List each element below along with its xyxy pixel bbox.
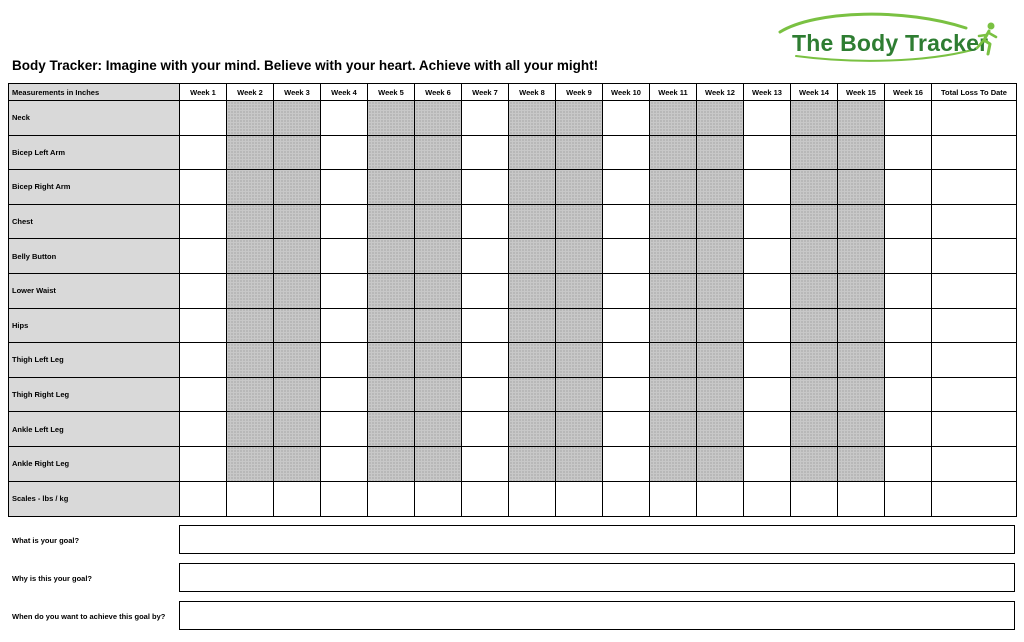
measurement-cell[interactable]: [227, 204, 274, 239]
scales-cell[interactable]: [415, 481, 462, 516]
measurement-cell[interactable]: [415, 377, 462, 412]
measurement-cell[interactable]: [650, 412, 697, 447]
measurement-cell[interactable]: [603, 343, 650, 378]
measurement-cell[interactable]: [227, 412, 274, 447]
week-header: Week 14: [791, 84, 838, 101]
measurement-cell[interactable]: [274, 308, 321, 343]
scales-label: Scales - lbs / kg: [9, 481, 180, 516]
measurement-cell[interactable]: [415, 308, 462, 343]
total-cell[interactable]: [932, 135, 1017, 170]
measurement-cell[interactable]: [509, 239, 556, 274]
measurement-cell[interactable]: [744, 239, 791, 274]
measurement-cell[interactable]: [603, 170, 650, 205]
measurement-cell[interactable]: [744, 170, 791, 205]
measurement-cell[interactable]: [415, 239, 462, 274]
scales-cell[interactable]: [885, 481, 932, 516]
week-header: Week 1: [180, 84, 227, 101]
measurement-cell[interactable]: [603, 308, 650, 343]
measurement-cell[interactable]: [885, 343, 932, 378]
total-cell[interactable]: [932, 204, 1017, 239]
measurement-cell[interactable]: [415, 101, 462, 136]
measurement-cell[interactable]: [368, 101, 415, 136]
measurement-cell[interactable]: [697, 135, 744, 170]
measurement-cell[interactable]: [415, 204, 462, 239]
scales-cell[interactable]: [227, 481, 274, 516]
scales-cell[interactable]: [321, 481, 368, 516]
table-row: [9, 273, 1017, 308]
scales-cell[interactable]: [556, 481, 603, 516]
measurement-cell[interactable]: [180, 446, 227, 481]
measurement-cell[interactable]: [697, 101, 744, 136]
table-row: [9, 239, 1017, 274]
measurement-cell[interactable]: [603, 412, 650, 447]
measurement-cell[interactable]: [415, 135, 462, 170]
table-row: [9, 135, 1017, 170]
measurement-cell[interactable]: [180, 239, 227, 274]
measurement-cell[interactable]: [462, 170, 509, 205]
week-header: Week 7: [462, 84, 509, 101]
row-label: Thigh Right Leg: [9, 377, 180, 412]
goal-label: When do you want to achieve this goal by?: [12, 612, 166, 621]
measurement-cell[interactable]: [368, 204, 415, 239]
measurement-cell[interactable]: [556, 135, 603, 170]
measurement-cell[interactable]: [885, 273, 932, 308]
measurement-cell[interactable]: [556, 204, 603, 239]
measurement-cell[interactable]: [885, 446, 932, 481]
measurement-cell[interactable]: [180, 204, 227, 239]
measurement-cell[interactable]: [180, 308, 227, 343]
measurement-cell[interactable]: [885, 412, 932, 447]
measurement-cell[interactable]: [791, 446, 838, 481]
scales-cell[interactable]: [462, 481, 509, 516]
table-row: [9, 343, 1017, 378]
week-header: Week 11: [650, 84, 697, 101]
goal-label: Why is this your goal?: [12, 574, 93, 583]
measurement-cell[interactable]: [227, 170, 274, 205]
measurement-cell[interactable]: [462, 101, 509, 136]
measurement-cell[interactable]: [180, 412, 227, 447]
measurement-cell[interactable]: [744, 308, 791, 343]
measurement-cell[interactable]: [227, 273, 274, 308]
total-cell[interactable]: [932, 273, 1017, 308]
measurement-cell[interactable]: [650, 308, 697, 343]
week-header: Week 9: [556, 84, 603, 101]
measurement-cell[interactable]: [415, 170, 462, 205]
measurement-cell[interactable]: [650, 204, 697, 239]
measurement-cell[interactable]: [227, 308, 274, 343]
measurement-cell[interactable]: [462, 412, 509, 447]
measurement-cell[interactable]: [838, 239, 885, 274]
measurement-cell[interactable]: [556, 308, 603, 343]
measurement-cell[interactable]: [368, 135, 415, 170]
row-label: Ankle Left Leg: [9, 412, 180, 447]
measurement-cell[interactable]: [885, 377, 932, 412]
measurement-cell[interactable]: [180, 377, 227, 412]
measurement-cell[interactable]: [321, 377, 368, 412]
row-label: Bicep Right Arm: [9, 170, 180, 205]
goal-answer-field[interactable]: [179, 601, 1015, 630]
header-row: [9, 84, 1017, 101]
row-label: Neck: [9, 101, 180, 136]
measurement-cell[interactable]: [415, 412, 462, 447]
corner-header: Measurements in Inches: [9, 84, 180, 101]
measurement-cell[interactable]: [368, 412, 415, 447]
measurement-cell[interactable]: [556, 273, 603, 308]
measurement-cell[interactable]: [180, 101, 227, 136]
measurement-cell[interactable]: [274, 204, 321, 239]
measurement-cell[interactable]: [462, 308, 509, 343]
measurement-cell[interactable]: [744, 377, 791, 412]
measurement-cell[interactable]: [744, 412, 791, 447]
week-header: Week 5: [368, 84, 415, 101]
measurement-cell[interactable]: [462, 377, 509, 412]
measurement-cell[interactable]: [180, 170, 227, 205]
logo: [776, 10, 1004, 68]
table-row: [9, 412, 1017, 447]
measurement-cell[interactable]: [556, 412, 603, 447]
scales-cell[interactable]: [180, 481, 227, 516]
scales-row: [9, 481, 1017, 516]
measurement-cell[interactable]: [509, 377, 556, 412]
goal-answer-field[interactable]: [179, 525, 1015, 554]
scales-cell[interactable]: [509, 481, 556, 516]
table-row: [9, 446, 1017, 481]
measurement-cell[interactable]: [368, 170, 415, 205]
measurement-cell[interactable]: [321, 343, 368, 378]
measurement-cell[interactable]: [791, 308, 838, 343]
measurement-cell[interactable]: [650, 135, 697, 170]
measurement-cell[interactable]: [462, 446, 509, 481]
measurement-cell[interactable]: [603, 135, 650, 170]
measurement-cell[interactable]: [274, 101, 321, 136]
measurement-cell[interactable]: [556, 377, 603, 412]
measurement-cell[interactable]: [556, 170, 603, 205]
measurement-cell[interactable]: [744, 101, 791, 136]
measurement-cell[interactable]: [885, 135, 932, 170]
measurement-cell[interactable]: [368, 343, 415, 378]
logo-text: The Body Tracker: [792, 30, 989, 56]
measurement-cell[interactable]: [650, 273, 697, 308]
measurement-cell[interactable]: [462, 204, 509, 239]
measurement-cell[interactable]: [791, 273, 838, 308]
measurement-cell[interactable]: [697, 204, 744, 239]
row-label: Chest: [9, 204, 180, 239]
row-label: Belly Button: [9, 239, 180, 274]
total-cell[interactable]: [932, 170, 1017, 205]
measurement-cell[interactable]: [462, 239, 509, 274]
row-label: Lower Waist: [9, 273, 180, 308]
table-row: [9, 308, 1017, 343]
measurement-cell[interactable]: [180, 135, 227, 170]
measurement-cell[interactable]: [838, 135, 885, 170]
week-header: Week 2: [227, 84, 274, 101]
row-label: Hips: [9, 308, 180, 343]
total-cell[interactable]: [932, 101, 1017, 136]
measurement-cell[interactable]: [885, 239, 932, 274]
measurement-cell[interactable]: [791, 377, 838, 412]
measurement-cell[interactable]: [321, 446, 368, 481]
row-label: Ankle Right Leg: [9, 446, 180, 481]
measurement-cell[interactable]: [227, 343, 274, 378]
measurement-cell[interactable]: [509, 446, 556, 481]
measurement-cell[interactable]: [650, 446, 697, 481]
measurement-cell[interactable]: [509, 343, 556, 378]
measurement-cell[interactable]: [274, 273, 321, 308]
measurement-cell[interactable]: [744, 135, 791, 170]
week-header: Week 8: [509, 84, 556, 101]
measurement-cell[interactable]: [509, 273, 556, 308]
measurement-cell[interactable]: [791, 101, 838, 136]
table-row: [9, 170, 1017, 205]
measurement-cell[interactable]: [274, 446, 321, 481]
measurement-cell[interactable]: [603, 239, 650, 274]
week-header: Week 15: [838, 84, 885, 101]
measurement-cell[interactable]: [697, 273, 744, 308]
table-row: [9, 101, 1017, 136]
total-loss-header: Total Loss To Date: [932, 84, 1017, 101]
measurement-cell[interactable]: [791, 412, 838, 447]
measurement-cell[interactable]: [791, 135, 838, 170]
measurement-cell[interactable]: [697, 377, 744, 412]
measurement-cell[interactable]: [321, 170, 368, 205]
measurement-cell[interactable]: [462, 273, 509, 308]
measurement-cell[interactable]: [368, 377, 415, 412]
week-header: Week 16: [885, 84, 932, 101]
measurement-cell[interactable]: [791, 239, 838, 274]
measurement-cell[interactable]: [838, 273, 885, 308]
scales-cell[interactable]: [603, 481, 650, 516]
measurement-cell[interactable]: [885, 170, 932, 205]
measurement-cell[interactable]: [838, 308, 885, 343]
measurement-cell[interactable]: [697, 412, 744, 447]
measurement-cell[interactable]: [321, 135, 368, 170]
measurement-cell[interactable]: [650, 170, 697, 205]
measurement-cell[interactable]: [838, 446, 885, 481]
measurement-cell[interactable]: [321, 204, 368, 239]
measurement-cell[interactable]: [274, 239, 321, 274]
measurement-cell[interactable]: [509, 308, 556, 343]
measurement-cell[interactable]: [838, 170, 885, 205]
total-cell[interactable]: [932, 239, 1017, 274]
measurement-cell[interactable]: [321, 412, 368, 447]
scales-cell[interactable]: [932, 481, 1017, 516]
measurement-cell[interactable]: [744, 204, 791, 239]
week-header: Week 13: [744, 84, 791, 101]
total-cell[interactable]: [932, 377, 1017, 412]
total-cell[interactable]: [932, 446, 1017, 481]
measurement-cell[interactable]: [744, 343, 791, 378]
week-header: Week 6: [415, 84, 462, 101]
measurement-cell[interactable]: [697, 446, 744, 481]
measurement-cell[interactable]: [885, 204, 932, 239]
table-row: [9, 377, 1017, 412]
measurement-table: [8, 83, 1017, 517]
measurement-cell[interactable]: [744, 273, 791, 308]
measurement-cell[interactable]: [556, 343, 603, 378]
row-label: Thigh Left Leg: [9, 343, 180, 378]
measurement-cell[interactable]: [650, 101, 697, 136]
measurement-cell[interactable]: [791, 170, 838, 205]
measurement-cell[interactable]: [509, 204, 556, 239]
total-cell[interactable]: [932, 343, 1017, 378]
measurement-cell[interactable]: [462, 343, 509, 378]
measurement-cell[interactable]: [838, 412, 885, 447]
measurement-cell[interactable]: [603, 204, 650, 239]
scales-cell[interactable]: [650, 481, 697, 516]
measurement-cell[interactable]: [227, 101, 274, 136]
scales-cell[interactable]: [791, 481, 838, 516]
scales-cell[interactable]: [744, 481, 791, 516]
measurement-cell[interactable]: [227, 135, 274, 170]
page-title: Body Tracker: Imagine with your mind. Believe with your heart. Achieve with all your might!: [12, 58, 599, 73]
measurement-cell[interactable]: [838, 343, 885, 378]
total-cell[interactable]: [932, 412, 1017, 447]
measurement-cell[interactable]: [462, 135, 509, 170]
measurement-cell[interactable]: [321, 273, 368, 308]
measurement-cell[interactable]: [509, 135, 556, 170]
scales-cell[interactable]: [274, 481, 321, 516]
measurement-cell[interactable]: [697, 239, 744, 274]
total-cell[interactable]: [932, 308, 1017, 343]
measurement-cell[interactable]: [180, 343, 227, 378]
measurement-cell[interactable]: [227, 239, 274, 274]
measurement-cell[interactable]: [650, 377, 697, 412]
measurement-cell[interactable]: [885, 308, 932, 343]
measurement-cell[interactable]: [650, 239, 697, 274]
row-label: Bicep Left Arm: [9, 135, 180, 170]
measurement-cell[interactable]: [415, 343, 462, 378]
measurement-cell[interactable]: [697, 308, 744, 343]
runner-icon: [974, 22, 1000, 56]
measurement-cell[interactable]: [791, 343, 838, 378]
week-header: Week 3: [274, 84, 321, 101]
measurement-cell[interactable]: [603, 377, 650, 412]
measurement-cell[interactable]: [744, 446, 791, 481]
measurement-cell[interactable]: [274, 170, 321, 205]
measurement-cell[interactable]: [556, 446, 603, 481]
measurement-cell[interactable]: [885, 101, 932, 136]
measurement-cell[interactable]: [556, 239, 603, 274]
measurement-cell[interactable]: [368, 273, 415, 308]
goal-answer-field[interactable]: [179, 563, 1015, 592]
measurement-cell[interactable]: [227, 377, 274, 412]
measurement-cell[interactable]: [838, 377, 885, 412]
measurement-cell[interactable]: [650, 343, 697, 378]
measurement-cell[interactable]: [838, 101, 885, 136]
measurement-cell[interactable]: [368, 239, 415, 274]
measurement-cell[interactable]: [603, 101, 650, 136]
measurement-cell[interactable]: [415, 446, 462, 481]
measurement-cell[interactable]: [368, 446, 415, 481]
week-header: Week 10: [603, 84, 650, 101]
measurement-cell[interactable]: [603, 446, 650, 481]
measurement-cell[interactable]: [274, 343, 321, 378]
scales-cell[interactable]: [838, 481, 885, 516]
goal-label: What is your goal?: [12, 536, 80, 545]
table-row: [9, 204, 1017, 239]
week-header: Week 4: [321, 84, 368, 101]
measurement-cell[interactable]: [180, 273, 227, 308]
scales-cell[interactable]: [697, 481, 744, 516]
measurement-cell[interactable]: [321, 101, 368, 136]
week-header: Week 12: [697, 84, 744, 101]
measurement-cell[interactable]: [697, 170, 744, 205]
measurement-cell[interactable]: [509, 170, 556, 205]
measurement-cell[interactable]: [274, 377, 321, 412]
scales-cell[interactable]: [368, 481, 415, 516]
measurement-cell[interactable]: [556, 101, 603, 136]
measurement-cell[interactable]: [321, 308, 368, 343]
measurement-cell[interactable]: [274, 412, 321, 447]
measurement-cell[interactable]: [838, 204, 885, 239]
measurement-cell[interactable]: [509, 412, 556, 447]
measurement-cell[interactable]: [368, 308, 415, 343]
measurement-cell[interactable]: [415, 273, 462, 308]
measurement-cell[interactable]: [697, 343, 744, 378]
measurement-cell[interactable]: [321, 239, 368, 274]
measurement-cell[interactable]: [227, 446, 274, 481]
measurement-cell[interactable]: [509, 101, 556, 136]
measurement-cell[interactable]: [791, 204, 838, 239]
measurement-cell[interactable]: [603, 273, 650, 308]
measurement-cell[interactable]: [274, 135, 321, 170]
